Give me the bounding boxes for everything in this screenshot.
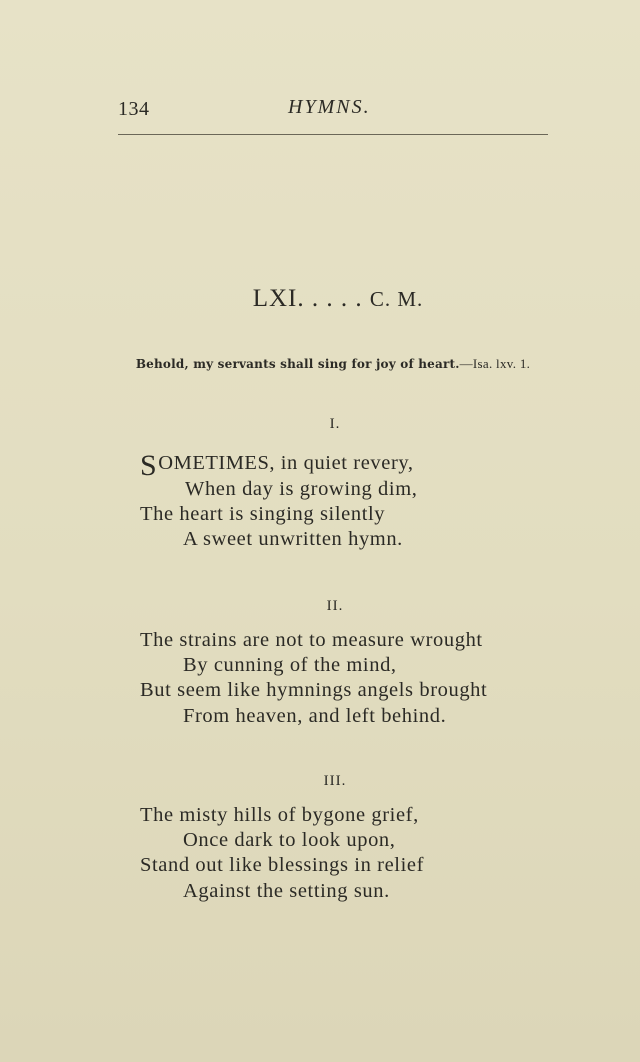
epigraph xyxy=(0,356,640,372)
verse-line-text: in quiet revery, xyxy=(280,452,414,474)
stanza-numeral-2: II. xyxy=(326,598,344,614)
verse-line: The heart is singing silently xyxy=(140,503,386,525)
verse-line: The misty hills of bygone grief, xyxy=(140,804,419,826)
epigraph-citation: —Isa. lxv. 1. xyxy=(459,356,531,371)
verse-line: Once dark to look upon, xyxy=(183,829,396,851)
hymn-title xyxy=(0,285,640,313)
verse-line: When day is growing dim, xyxy=(185,478,418,500)
running-head: HYMNS. xyxy=(288,96,371,118)
stanza-numeral-1: I. xyxy=(329,416,341,432)
hymn-meter: C. M. xyxy=(369,287,424,311)
epigraph-text: Behold, my servants shall sing for joy of heart. xyxy=(135,357,460,371)
stanza-numeral-3: III. xyxy=(323,773,347,789)
verse-line: From heaven, and left behind. xyxy=(183,705,447,727)
verse-line: The strains are not to measure wrought xyxy=(140,629,483,651)
verse-line: Stand out like blessings in relief xyxy=(140,854,425,876)
verse-line: Against the setting sun. xyxy=(183,880,390,902)
drop-cap: S xyxy=(140,449,158,482)
header-rule xyxy=(118,134,548,135)
verse-line: A sweet unwritten hymn. xyxy=(183,528,403,550)
hymn-number: LXI. . . . . xyxy=(252,285,363,312)
verse-line: But seem like hymnings angels brought xyxy=(140,679,488,701)
verse-line: By cunning of the mind, xyxy=(183,654,397,676)
page-number: 134 xyxy=(118,98,150,120)
first-word: OMETIMES, xyxy=(158,452,275,474)
verse-line xyxy=(140,451,414,481)
